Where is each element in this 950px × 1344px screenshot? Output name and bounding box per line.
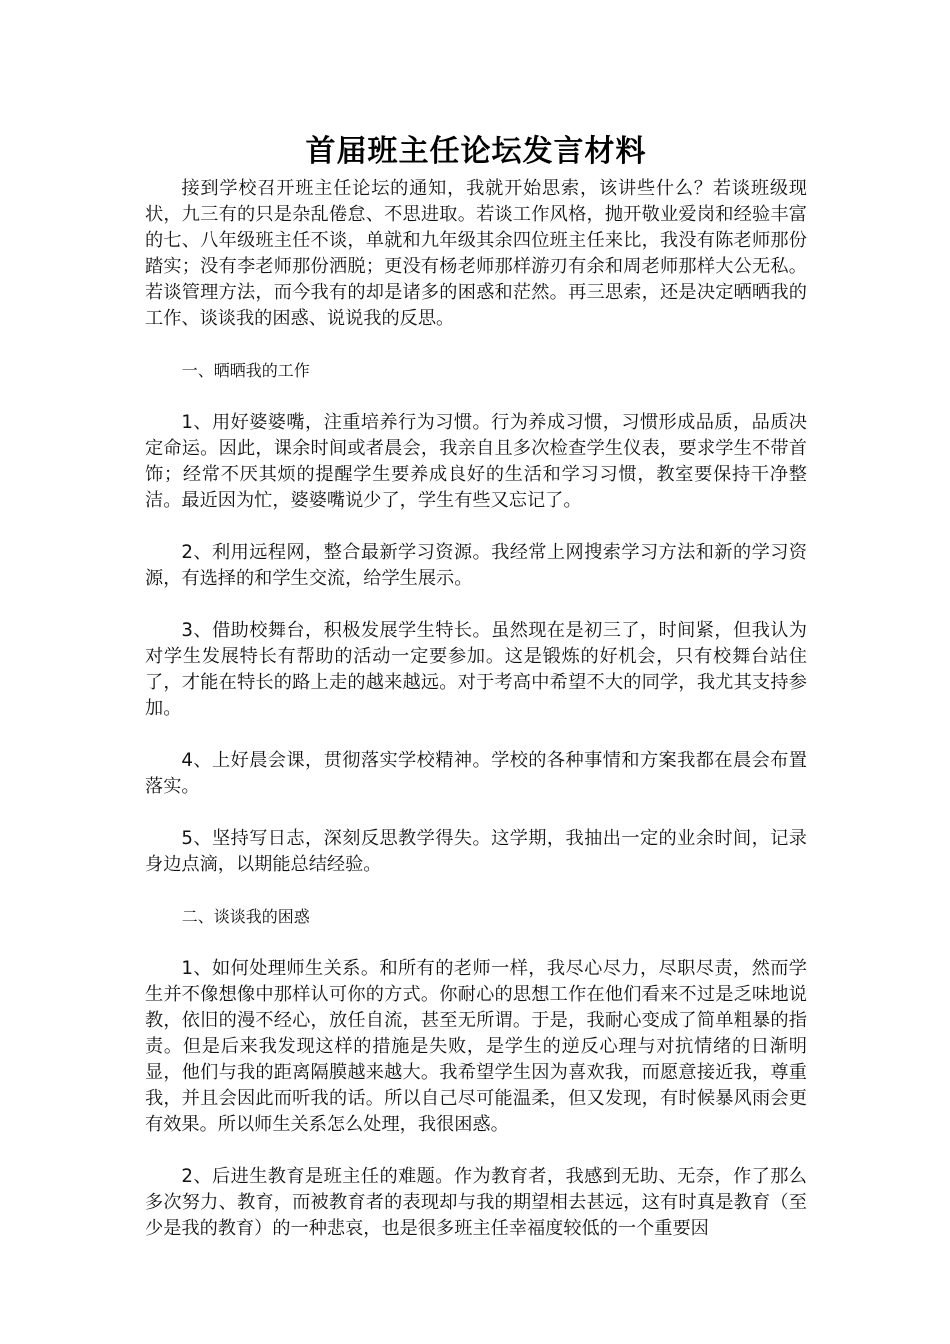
confusion-item-2: 2、后进生教育是班主任的难题。作为教育者，我感到无助、无奈，作了那么多次努力、教育，而被教育者的表现却与我的期望相去甚远，这有时真是教育（至少是我的教育）的一种悲哀，也是很多班主任幸福度较低的一个重要因	[145, 1166, 807, 1239]
paragraph-spacer	[145, 384, 807, 410]
confusion-item-1: 1、如何处理师生关系。和所有的老师一样，我尽心尽力，尽职尽责，然而学生并不像想像中那样认可你的方式。你耐心的思想工作在他们看来不过是乏味地说教，依旧的漫不经心，放任自流，甚至无所谓。于是，我耐心变成了简单粗暴的指责。但是后来我发现这样的措施是失败，是学生的逆反心理与对抗情绪的日渐明显，他们与我的距离隔膜越来越大。我希望学生因为喜欢我，而愿意接近我，尊重我，并且会因此而听我的话。所以自己尽可能温柔，但又发现，有时候暴风雨会更有效果。所以师生关系怎么处理，我很困惑。	[145, 958, 807, 1135]
document-body	[145, 130, 807, 1242]
intro-paragraph: 接到学校召开班主任论坛的通知，我就开始思索，该讲些什么？若谈班级现状，九三有的只是杂乱倦怠、不思进取。若谈工作风格，抛开敬业爱岗和经验丰富的七、八年级班主任不谈，单就和九年级其余四位班主任来比，我没有陈老师那份踏实；没有李老师那份洒脱；更没有杨老师那样游刃有余和周老师那样大公无私。若谈管理方法，而今我有的却是诸多的困惑和茫然。再三思索，还是决定晒晒我的工作、谈谈我的困惑、说说我的反思。	[145, 178, 807, 329]
work-item-5: 5、坚持写日志，深刻反思教学得失。这学期，我抽出一定的业余时间，记录身边点滴，以期能总结经验。	[145, 828, 807, 875]
work-item-4: 4、上好晨会课，贯彻落实学校精神。学校的各种事情和方案我都在晨会布置落实。	[145, 750, 807, 797]
paragraph-spacer	[145, 514, 807, 540]
section-heading-confusion: 二、谈谈我的困惑	[181, 907, 310, 926]
section-heading-work: 一、晒晒我的工作	[181, 361, 310, 380]
paragraph-spacer	[145, 878, 807, 904]
paragraph-spacer	[145, 1138, 807, 1164]
paragraph-spacer	[145, 800, 807, 826]
work-item-1: 1、用好婆婆嘴，注重培养行为习惯。行为养成习惯，习惯形成品质，品质决定命运。因此，课余时间或者晨会，我亲自且多次检查学生仪表，要求学生不带首饰；经常不厌其烦的提醒学生要养成良好的生活和学习习惯，教室要保持干净整洁。最近因为忙，婆婆嘴说少了，学生有些又忘记了。	[145, 412, 807, 511]
paragraph-spacer	[145, 722, 807, 748]
document-title: 首届班主任论坛发言材料	[305, 134, 647, 169]
work-item-3: 3、借助校舞台，积极发展学生特长。虽然现在是初三了，时间紧，但我认为对学生发展特长有帮助的活动一定要参加。这是锻炼的好机会，只有校舞台站住了，才能在特长的路上走的越来越远。对于考高中希望不大的同学，我尤其支持参加。	[145, 620, 807, 719]
paragraph-spacer	[145, 332, 807, 358]
paragraph-spacer	[145, 930, 807, 956]
work-item-2: 2、利用远程网，整合最新学习资源。我经常上网搜索学习方法和新的学习资源，有选择的和学生交流，给学生展示。	[145, 542, 807, 589]
paragraph-spacer	[145, 592, 807, 618]
